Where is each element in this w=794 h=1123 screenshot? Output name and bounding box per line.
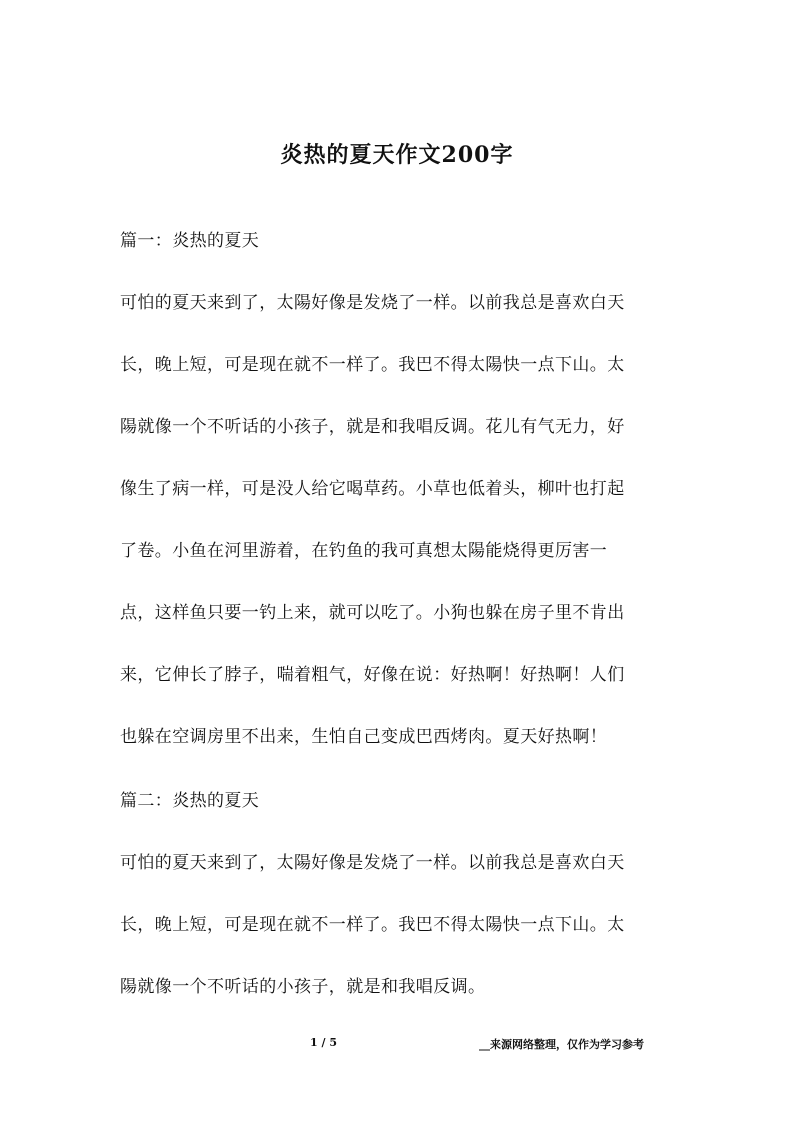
section-1-line-2: 长，晚上短，可是现在就不一样了。我巴不得太陽快一点下山。太: [120, 355, 625, 375]
section-1-line-4: 像生了病一样，可是没人给它喝草药。小草也低着头，柳叶也打起: [120, 479, 625, 499]
section-1-line-6: 点，这样鱼只要一钓上来，就可以吃了。小狗也躲在房子里不肯出: [120, 603, 625, 623]
section-2-heading: 篇二：炎热的夏天: [120, 791, 260, 811]
section-1-heading: 篇一：炎热的夏天: [120, 231, 260, 251]
section-1-line-3: 陽就像一个不听话的小孩子，就是和我唱反调。花儿有气无力，好: [120, 417, 625, 437]
document-title: 炎热的夏天作文200字: [280, 142, 514, 168]
section-1-line-1: 可怕的夏天来到了，太陽好像是发烧了一样。以前我总是喜欢白天: [120, 293, 625, 313]
section-1-line-8: 也躲在空调房里不出来，生怕自己变成巴西烤肉。夏天好热啊！: [120, 727, 608, 747]
source-note: __来源网络整理，仅作为学习参考: [479, 1038, 644, 1051]
section-2-line-2: 长，晚上短，可是现在就不一样了。我巴不得太陽快一点下山。太: [120, 915, 625, 935]
section-1-line-7: 来，它伸长了脖子，喘着粗气，好像在说：好热啊！好热啊！人们: [120, 665, 625, 685]
page-indicator: 1 / 5: [310, 1036, 337, 1049]
section-2-line-3: 陽就像一个不听话的小孩子，就是和我唱反调。: [120, 977, 486, 997]
section-1-line-5: 了卷。小鱼在河里游着，在钓鱼的我可真想太陽能烧得更厉害一: [120, 541, 608, 561]
section-2-line-1: 可怕的夏天来到了，太陽好像是发烧了一样。以前我总是喜欢白天: [120, 853, 625, 873]
